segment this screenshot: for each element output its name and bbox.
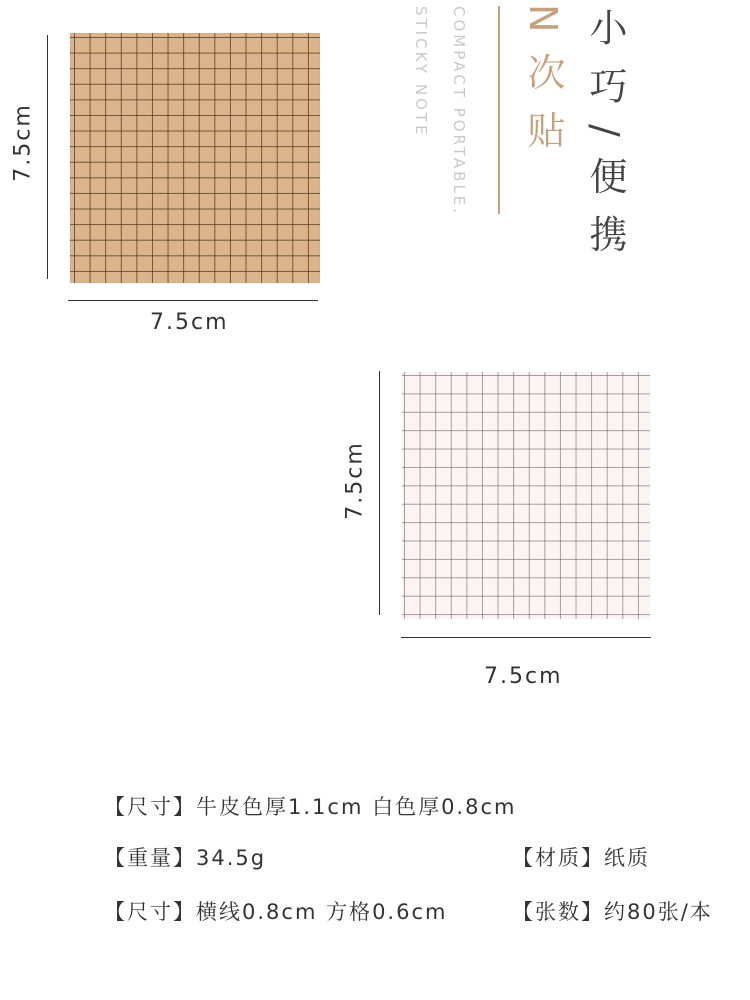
- spec-material: 【材质】纸质: [512, 846, 650, 870]
- title-en-line2: STICKY NOTE: [412, 6, 430, 138]
- kraft-width-dimension-line: [68, 300, 318, 301]
- white-height-label: 7.5cm: [342, 441, 368, 520]
- spec-size-grid: 【尺寸】横线0.8cm 方格0.6cm: [104, 900, 448, 924]
- kraft-sticky-note-pad: [70, 33, 320, 283]
- kraft-width-label: 7.5cm: [150, 310, 229, 335]
- white-width-dimension-line: [401, 637, 651, 638]
- title-cn-line2: 小巧/便携: [583, 8, 627, 273]
- title-en-line1: COMPACT PORTABLE.: [450, 6, 468, 217]
- white-height-dimension-line: [379, 371, 380, 615]
- white-width-label: 7.5cm: [484, 664, 563, 689]
- title-divider-line: [498, 6, 500, 214]
- white-sticky-note-pad: [402, 372, 650, 619]
- spec-weight: 【重量】34.5g: [104, 846, 267, 870]
- title-cn-line1: N次贴: [521, 4, 565, 169]
- kraft-height-label: 7.5cm: [10, 103, 36, 182]
- spec-sheet-count: 【张数】约80张/本: [512, 900, 713, 924]
- kraft-height-dimension-line: [47, 35, 48, 279]
- spec-size-thickness: 【尺寸】牛皮色厚1.1cm 白色厚0.8cm: [104, 795, 517, 819]
